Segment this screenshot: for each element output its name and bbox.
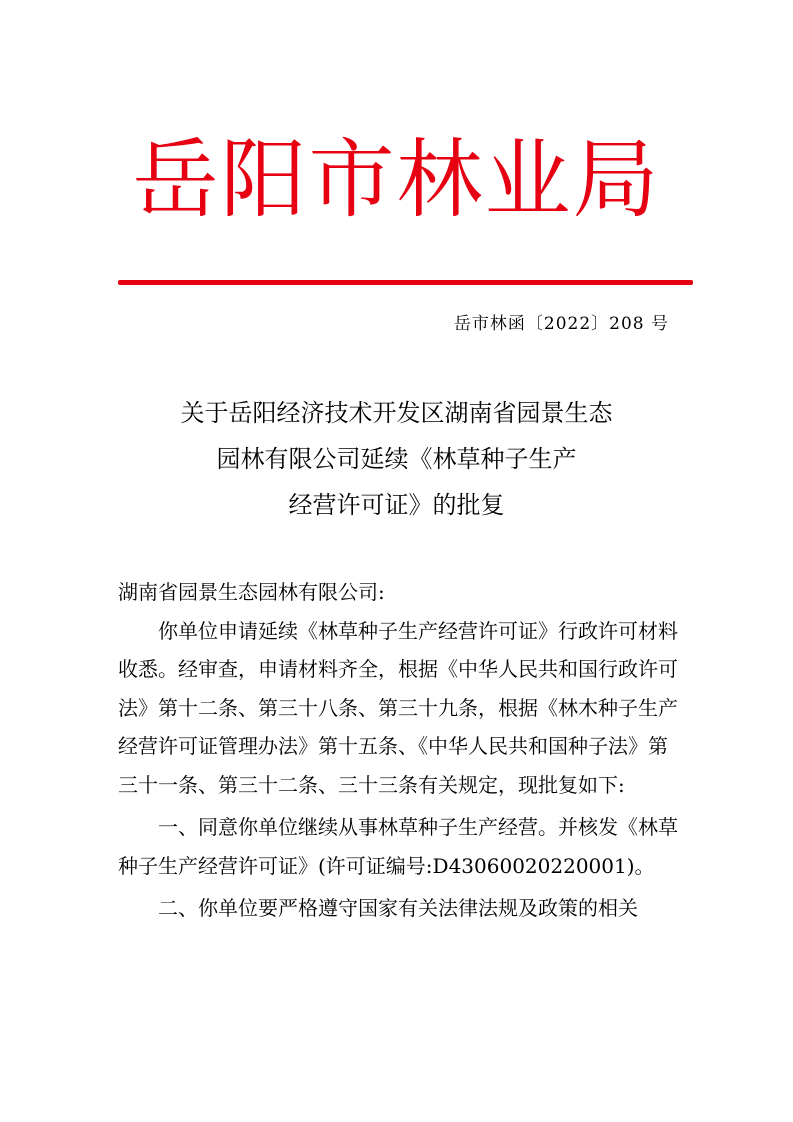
body-paragraph-3: 二、你单位要严格遵守国家有关法律法规及政策的相关: [158, 896, 638, 920]
body-paragraph-1: 你单位申请延续《林草种子生产经营许可证》行政许可材料收悉。经审查，申请材料齐全，根据《中华人民共和国行政许可法》第十二条、第三十八条、第三十九条，根据《林木种子生产经营许可证管理办法》第十五条、《中华人民共和国种子法》第三十一条、第三十二条、三十三条有关规定，现批复如下:: [118, 618, 678, 797]
addressee: 湖南省园景生态园林有限公司:: [118, 580, 385, 604]
organization-header: 岳阳市林业局: [132, 130, 661, 230]
document-title: [0, 390, 793, 528]
title-line-3: 经营许可证》的批复: [288, 491, 505, 519]
document-body: [118, 573, 678, 928]
red-separator-line: [118, 280, 693, 285]
title-line-2: 园林有限公司延续《林草种子生产: [216, 445, 577, 473]
document-number: 岳市林函〔2022〕208 号: [453, 314, 669, 334]
body-paragraph-2: 一、同意你单位继续从事林草种子生产经营。并核发《林草种子生产经营许可证》(许可证编号:D43060020220001)。: [118, 815, 678, 878]
title-line-1: 关于岳阳经济技术开发区湖南省园景生态: [180, 399, 613, 427]
